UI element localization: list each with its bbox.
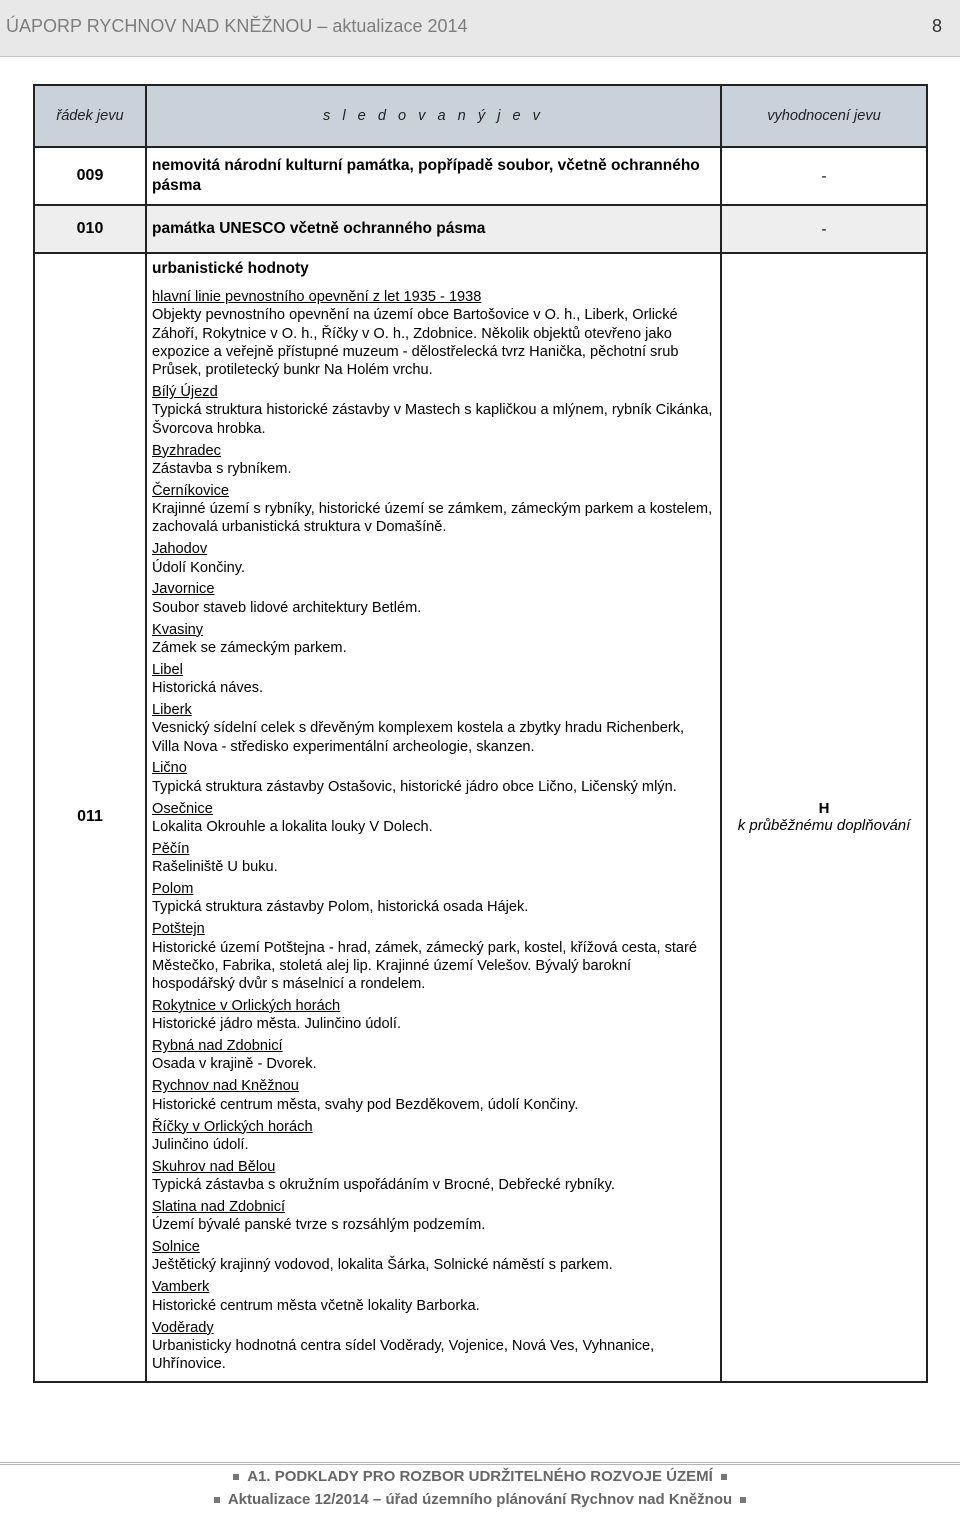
entry-description: Typická struktura zástavby Polom, historická osada Hájek. [152, 899, 529, 916]
entry-name: Rybná nad Zdobnicí [152, 1038, 283, 1055]
group-title: urbanistické hodnoty [152, 260, 309, 277]
page-number: 8 [931, 16, 942, 36]
page-header [0, 0, 960, 57]
entry-name: Javornice [152, 581, 215, 598]
entry-description: Historické centrum města, svahy pod Bezděkovem, údolí Končiny. [152, 1096, 579, 1113]
table-row [34, 205, 927, 253]
entry-name: Byzhradec [152, 442, 221, 459]
row-evaluation: - [721, 147, 927, 205]
header-evaluation: vyhodnocení jevu [721, 85, 927, 147]
list-item [152, 1238, 715, 1275]
bullet-square-icon [740, 1497, 746, 1503]
evaluation-code: H [818, 800, 830, 818]
entry-description: Vesnický sídelní celek s dřevěným komplexem kostela a zbytky hradu Richenberk, Villa Nova - středisko experimentální archeologie, skanzen. [152, 720, 685, 755]
entry-description: Zástavba s rybníkem. [152, 460, 292, 477]
entry-description: Historické území Potštejna - hrad, zámek, zámecký park, kostel, křížová cesta, staré Městečko, Fabrika, stoletá alej lip. Krajinné území Velešov. Bývalý barokní hospodářský dvůr s máselnicí a rondelem. [152, 939, 698, 993]
entry-name: Bílý Újezd [152, 384, 218, 401]
entry-description: Historická náves. [152, 680, 264, 697]
row-evaluation [721, 253, 927, 1382]
bullet-square-icon [214, 1497, 220, 1503]
entry-description: Osada v krajině - Dvorek. [152, 1056, 317, 1073]
entry-description: Typická zástavba s okružním uspořádáním v Brocné, Debřecké rybníky. [152, 1177, 615, 1194]
entry-description: Zámek se zámeckým parkem. [152, 639, 347, 656]
list-item [152, 383, 715, 438]
entry-description: Historické centrum města včetně lokality Barborka. [152, 1297, 480, 1314]
list-item [152, 1319, 715, 1374]
list-item [152, 880, 715, 917]
entries-list [152, 288, 715, 1373]
phenomena-table [33, 84, 928, 1383]
entry-name: Kvasiny [152, 621, 204, 638]
entry-description: Rašeliniště U buku. [152, 859, 278, 876]
row-code: 010 [34, 205, 146, 253]
bullet-square-icon [233, 1474, 239, 1480]
entry-name: Solnice [152, 1239, 200, 1256]
list-item [152, 800, 715, 837]
entry-name: Lično [152, 760, 187, 777]
entry-description: Soubor staveb lidové architektury Betlém. [152, 599, 422, 616]
table-row [34, 147, 927, 205]
row-code: 009 [34, 147, 146, 205]
list-item [152, 759, 715, 796]
list-item [152, 1077, 715, 1114]
entry-name: Jahodov [152, 541, 208, 558]
footer-line-2: Aktualizace 12/2014 – úřad územního plánování Rychnov nad Kněžnou [0, 1488, 960, 1511]
entry-name: Rokytnice v Orlických horách [152, 998, 341, 1014]
footer-line-1: A1. PODKLADY PRO ROZBOR UDRŽITELNÉHO ROZVOJE ÚZEMÍ [0, 1465, 960, 1488]
row-content [146, 253, 721, 1382]
list-item [152, 840, 715, 877]
entry-name: Liberk [152, 701, 192, 718]
list-item [152, 482, 715, 537]
header-phenomenon: s l e d o v a n ý j e v [146, 85, 721, 147]
entry-name: Skuhrov nad Bělou [152, 1158, 276, 1175]
entry-description: Typická struktura historické zástavby v Mastech s kapličkou a mlýnem, rybník Cikánka, Švorcova hrobka. [152, 402, 713, 437]
entry-name: Osečnice [152, 800, 213, 817]
list-item [152, 661, 715, 698]
list-item [152, 920, 715, 993]
page-footer [0, 1462, 960, 1517]
list-item [152, 701, 715, 756]
row-title: nemovitá národní kulturní památka, popřípadě soubor, včetně ochranného pásma [146, 147, 721, 205]
entry-name: Polom [152, 881, 194, 898]
list-item [152, 580, 715, 617]
list-item [152, 1278, 715, 1315]
entry-description: Objekty pevnostního opevnění na území obce Bartošovice v O. h., Liberk, Orlické Záhoří, Rokytnice v O. h., Říčky v O. h., Zdobnice. Několik objektů otevřeno jako expozice a veřejně přístupné muzeum - dělostřelecká tvrz Hanička, pěchotní srub Průsek, protiletecký bunkr Na Holém vrchu. [152, 307, 679, 379]
entry-name: Černíkovice [152, 482, 230, 499]
entry-description: Historické jádro města. Julinčino údolí. [152, 1016, 402, 1033]
entry-name: Libel [152, 661, 183, 678]
entry-name: Voděrady [152, 1319, 214, 1336]
row-evaluation: - [721, 205, 927, 253]
entry-description: Údolí Končiny. [152, 559, 246, 576]
list-item [152, 540, 715, 577]
entry-name: Pěčín [152, 840, 190, 857]
evaluation-note: k průběžnému doplňování [737, 817, 911, 835]
entry-description: Lokalita Okrouhle a lokalita louky V Dolech. [152, 818, 433, 835]
entry-name: Říčky v Orlických horách [152, 1118, 313, 1135]
entry-description: Ještětický krajinný vodovod, lokalita Šárka, Solnické náměstí s parkem. [152, 1257, 613, 1274]
entry-name: hlavní linie pevnostního opevnění z let 1935 - 1938 [152, 289, 482, 305]
entry-description: Území bývalé panské tvrze s rozsáhlým podzemím. [152, 1217, 486, 1234]
entry-description: Typická struktura zástavby Ostašovic, historické jádro obce Lično, Ličenský mlýn. [152, 778, 677, 795]
entry-description: Krajinné území s rybníky, historické území se zámkem, zámeckým parkem a kostelem, zachovalá urbanistická struktura v Domašíně. [152, 501, 713, 536]
document-title: ÚAPORP RYCHNOV NAD KNĚŽNOU – aktualizace 2014 [6, 16, 468, 36]
row-code: 011 [34, 253, 146, 1382]
list-item [152, 621, 715, 658]
table-row [34, 253, 927, 1382]
list-item [152, 1037, 715, 1074]
list-item [152, 1158, 715, 1195]
entry-name: Rychnov nad Kněžnou [152, 1078, 299, 1095]
entry-name: Potštejn [152, 921, 205, 938]
table-header-row [34, 85, 927, 147]
entry-description: Julinčino údolí. [152, 1136, 249, 1153]
list-item [152, 997, 715, 1034]
header-row-label: řádek jevu [34, 85, 146, 147]
list-item [152, 1198, 715, 1235]
entry-name: Slatina nad Zdobnicí [152, 1198, 286, 1215]
entry-name: Vamberk [152, 1279, 210, 1296]
list-item [152, 442, 715, 479]
entry-description: Urbanisticky hodnotná centra sídel Voděrady, Vojenice, Nová Ves, Vyhnanice, Uhřínovice. [152, 1337, 655, 1373]
bullet-square-icon [721, 1474, 727, 1480]
row-title: památka UNESCO včetně ochranného pásma [146, 205, 721, 253]
list-item [152, 1118, 715, 1155]
list-item [152, 288, 715, 379]
